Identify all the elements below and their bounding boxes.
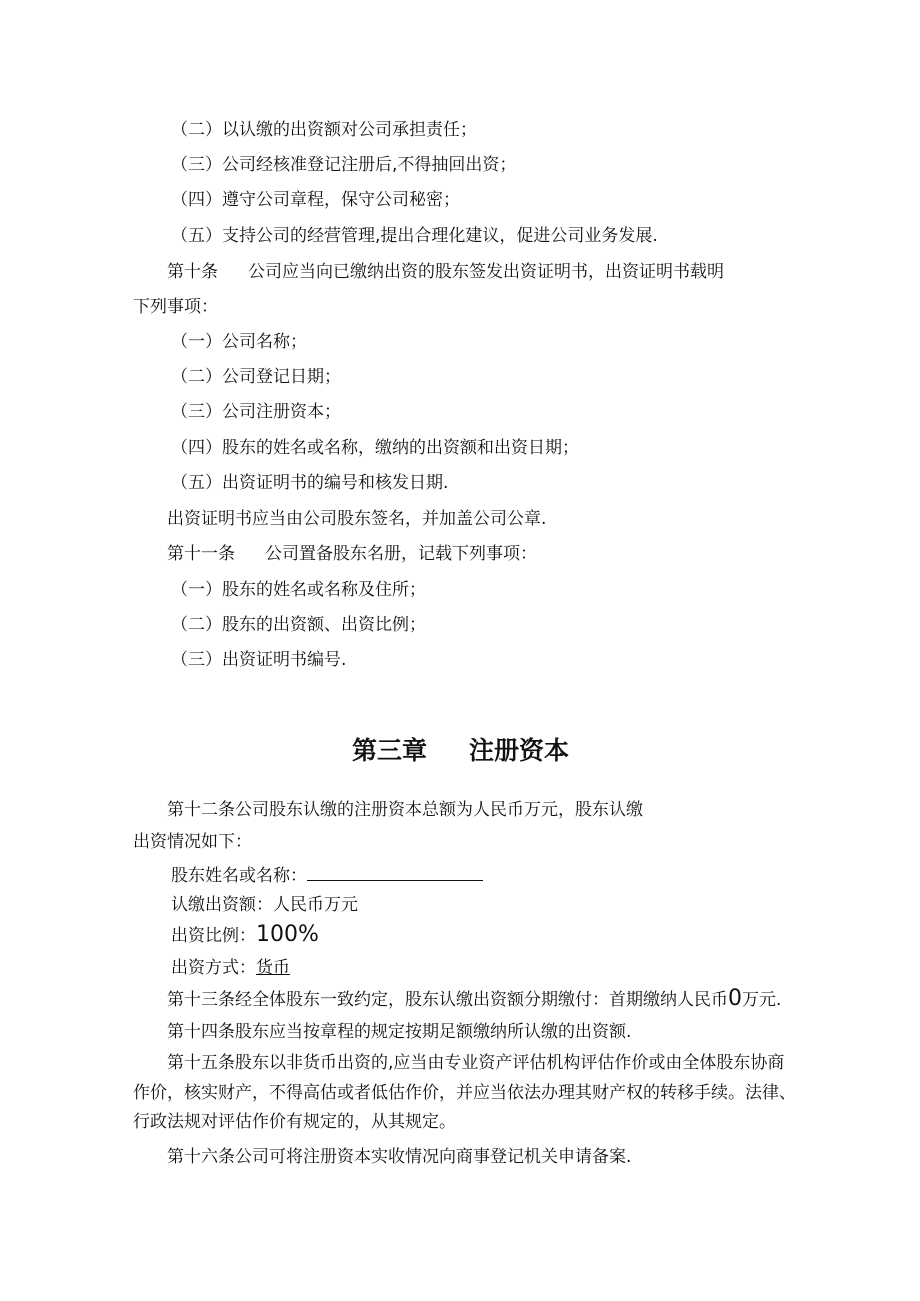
article-10-continuation: 下列事项： [133, 297, 218, 317]
capital-method-value: 货币 [256, 958, 290, 978]
article-13-unit: 万元. [742, 990, 782, 1010]
article-10-item-2: （二）公司登记日期； [171, 367, 341, 387]
shareholder-name-label: 股东姓名或名称： [171, 866, 307, 886]
article-15-line-2: 作价，核实财产，不得高估或者低估作价，并应当依法办理其财产权的转移手续。法律、 [133, 1083, 796, 1103]
article-11-title: 第十一条 [167, 544, 235, 564]
article-13-amount: 0 [728, 986, 742, 1011]
article-10-closing: 出资证明书应当由公司股东签名，并加盖公司公章. [167, 509, 547, 529]
article-11-text: 公司置备股东名册，记载下列事项： [265, 544, 537, 564]
article-11-item-2: （二）股东的出资额、出资比例； [171, 615, 426, 635]
article-10-item-3: （三）公司注册资本； [171, 402, 341, 422]
article-14-text: 第十四条股东应当按章程的规定按期足额缴纳所认缴的出资额. [167, 1022, 632, 1042]
article-10-title: 第十条 [167, 262, 218, 282]
article-13-text: 第十三条经全体股东一致约定，股东认缴出资额分期缴付：首期缴纳人民币 [167, 990, 728, 1010]
obligation-item-4: （四）遵守公司章程，保守公司秘密； [171, 190, 460, 210]
chapter-3-number: 第三章 [352, 736, 428, 765]
article-13-paragraph [167, 987, 781, 1012]
obligation-item-2: （二）以认缴的出资额对公司承担责任； [171, 120, 477, 140]
article-10-item-5: （五）出资证明书的编号和核发日期. [171, 473, 449, 493]
article-11-item-1: （一）股东的姓名或名称及住所； [171, 580, 426, 600]
article-12-continuation: 出资情况如下： [133, 832, 252, 852]
chapter-3-name: 注册资本 [469, 736, 570, 765]
article-10-text: 公司应当向已缴纳出资的股东签发出资证明书，出资证明书载明 [248, 262, 724, 282]
subscribed-amount-line: 认缴出资额：人民币万元 [171, 895, 358, 915]
capital-ratio-line [171, 923, 319, 948]
capital-ratio-value: 100% [256, 922, 319, 947]
obligation-item-5: （五）支持公司的经营管理,提出合理化建议，促进公司业务发展. [171, 226, 658, 246]
article-11-item-3: （三）出资证明书编号. [171, 650, 347, 670]
article-10-item-4: （四）股东的姓名或名称，缴纳的出资额和出资日期； [171, 438, 579, 458]
capital-method-label: 出资方式： [171, 958, 256, 978]
article-12-text: 第十二条公司股东认缴的注册资本总额为人民币万元，股东认缴 [167, 800, 643, 820]
article-15-line-1: 第十五条股东以非货币出资的,应当由专业资产评估机构评估作价或由全体股东协商 [167, 1053, 785, 1073]
shareholder-name-blank [307, 862, 483, 881]
article-10-paragraph [167, 260, 724, 284]
article-11-paragraph [167, 542, 537, 566]
article-10-item-1: （一）公司名称； [171, 332, 307, 352]
article-16-text: 第十六条公司可将注册资本实收情况向商事登记机关申请备案. [167, 1147, 632, 1167]
chapter-3-heading [352, 734, 569, 768]
capital-ratio-label: 出资比例： [171, 926, 256, 946]
capital-method-line [171, 956, 290, 980]
obligation-item-3: （三）公司经核准登记注册后,不得抽回出资； [171, 155, 517, 175]
article-15-line-3: 行政法规对评估作价有规定的，从其规定。 [133, 1112, 456, 1132]
shareholder-name-line [171, 862, 483, 888]
